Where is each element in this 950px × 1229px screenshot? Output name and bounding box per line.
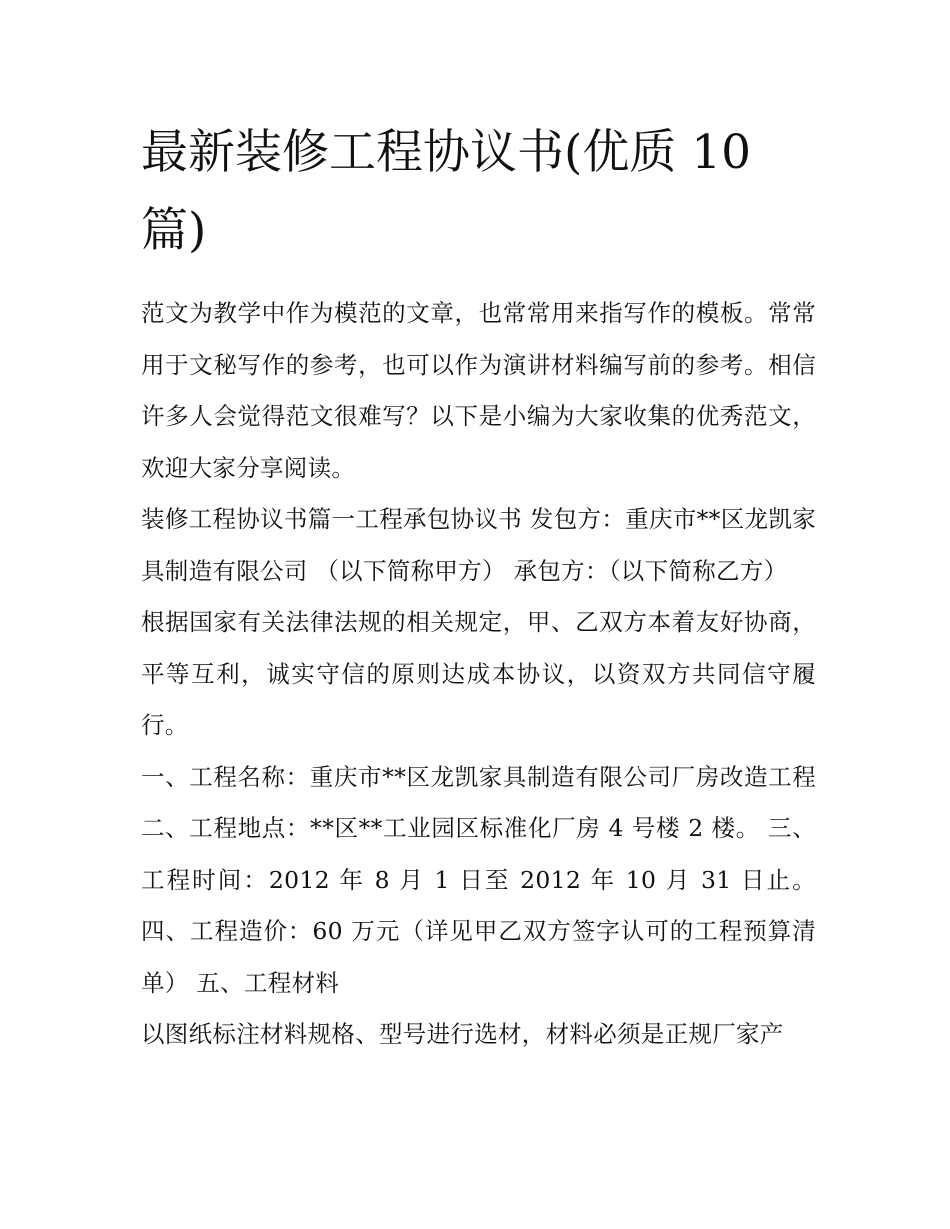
legal-basis-paragraph: 根据国家有关法律法规的相关规定，甲、乙双方本着友好协商，平等互利，诚实守信的原则达成本协议，以资双方共同信守履行。 — [141, 608, 816, 739]
contract-parties-paragraph: 装修工程协议书篇一工程承包协议书 发包方：重庆市**区龙凯家具制造有限公司 （以下简称甲方） 承包方：（以下简称乙方） — [141, 505, 817, 585]
project-terms-paragraph: 一、工程名称：重庆市**区龙凯家具制造有限公司厂房改造工程 二、工程地点：**区**工业园区标准化厂房 4 号楼 2 楼。 三、工程时间：2012 年 8 月 1 日至 2012 年 10 月 31 日止。 四、工程造价：60 万元（详见甲乙双方签字认可的工程预算清单） 五、工程材料 — [141, 762, 816, 997]
materials-paragraph: 以图纸标注材料规格、型号进行选材，材料必须是正规厂家产 — [141, 1020, 784, 1048]
document-title: 最新装修工程协议书(优质 10 篇) — [141, 125, 752, 258]
intro-paragraph: 范文为教学中作为模范的文章，也常常用来指写作的模板。常常用于文秘写作的参考，也可以作为演讲材料编写前的参考。相信许多人会觉得范文很难写？以下是小编为大家收集的优秀范文，欢迎大家分享阅读。 — [141, 299, 816, 482]
document-page — [141, 114, 816, 1061]
